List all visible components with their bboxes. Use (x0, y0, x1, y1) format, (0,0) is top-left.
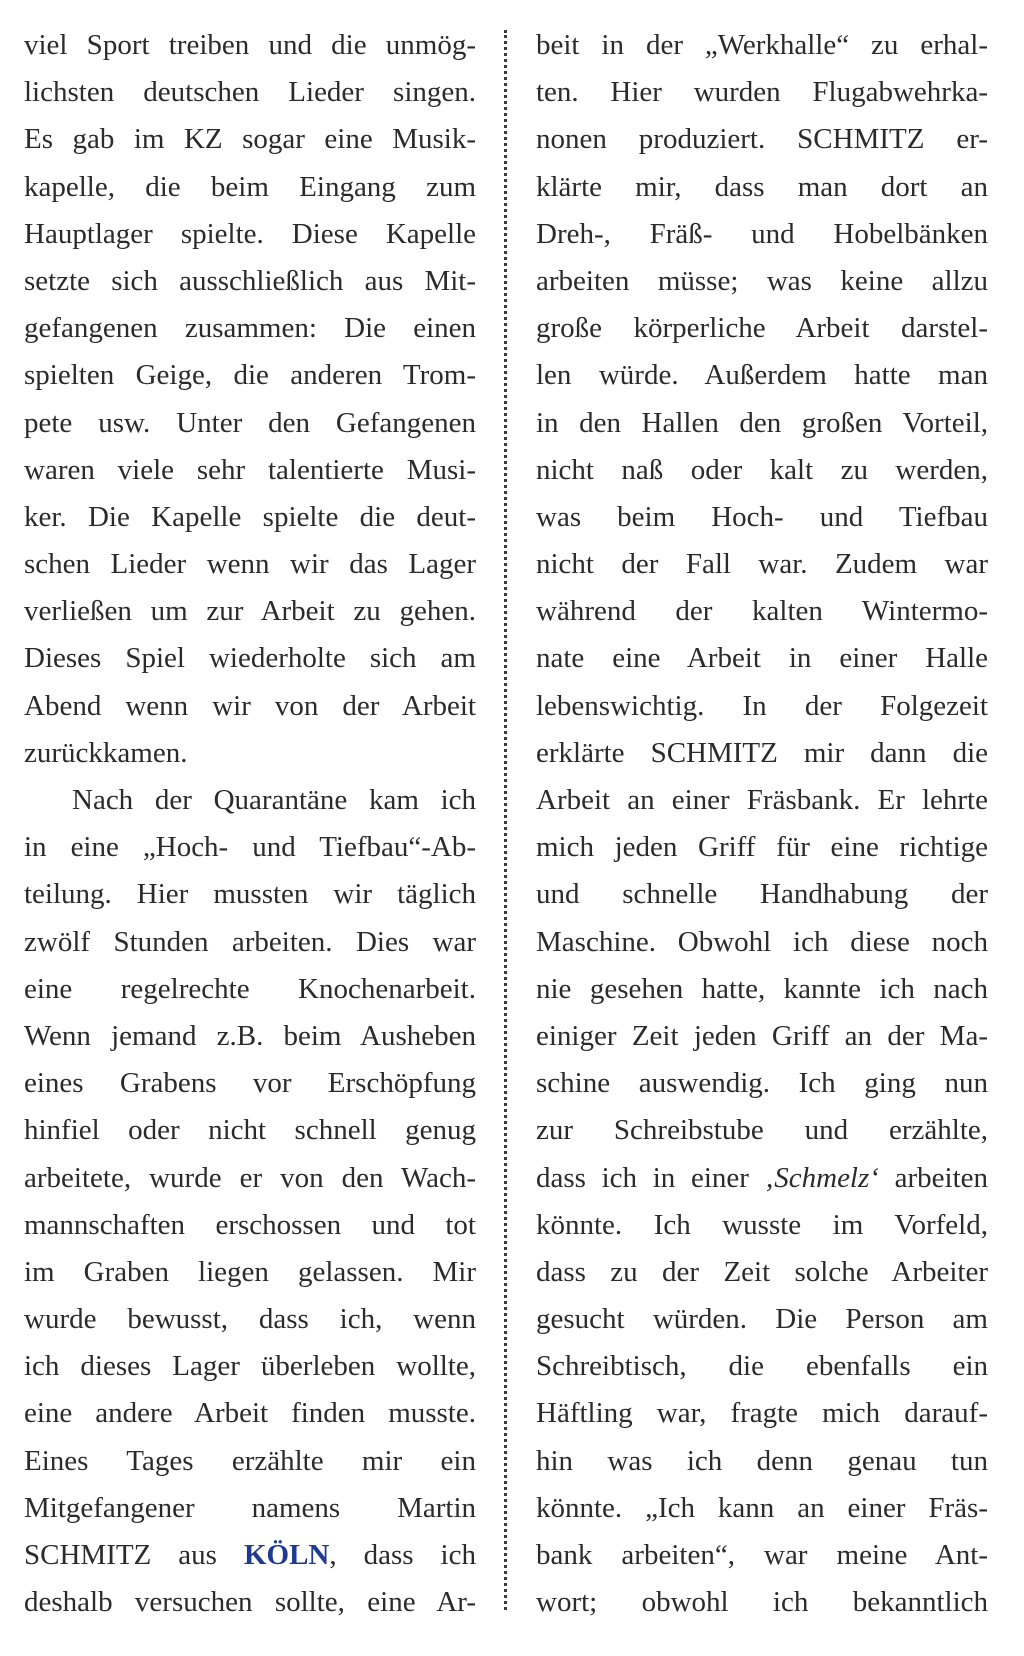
text-line: nie gesehen hatte, kannte ich nach (536, 972, 988, 1005)
text-line: nate eine Arbeit in einer Halle (536, 642, 988, 675)
text-line: Dreh-, Fräß- und Hobelbänken (536, 217, 988, 250)
text-line: könnte. Ich wusste im Vorfeld, (536, 1208, 988, 1241)
text-line: wurde bewusst, dass ich, wenn (24, 1303, 476, 1336)
text-line: eine regelrechte Knochenarbeit. (24, 972, 476, 1005)
text-line: zur Schreibstube und erzählte, (536, 1114, 988, 1147)
text-line: arbeitete, wurde er von den Wach- (24, 1161, 476, 1194)
text-line: hinfiel oder nicht schnell genug (24, 1114, 476, 1147)
text-line: mich jeden Griff für eine richtige (536, 831, 988, 864)
text-line: Mitgefangener namens Martin (24, 1491, 476, 1524)
column-divider (504, 30, 507, 1610)
text-line: Häftling war, fragte mich darauf- (536, 1397, 988, 1430)
text-line: setzte sich ausschließlich aus Mit- (24, 264, 476, 297)
text-line: eine andere Arbeit finden musste. (24, 1397, 476, 1430)
text-line: könnte. „Ich kann an einer Fräs- (536, 1491, 988, 1524)
text-line: eines Grabens vor Erschöpfung (24, 1067, 476, 1100)
italic-term: ‚Schmelz‘ (764, 1161, 879, 1194)
text-line: zwölf Stunden arbeiten. Dies war (24, 925, 476, 958)
text-line: bank arbeiten“, war meine Ant- (536, 1539, 988, 1571)
text-line: teilung. Hier mussten wir täglich (24, 878, 476, 911)
text-line: spielten Geige, die anderen Trom- (24, 359, 476, 392)
text-line: in den Hallen den großen Vorteil, (536, 406, 988, 439)
text-line: Hauptlager spielte. Diese Kapelle (24, 217, 476, 250)
text-line: Es gab im KZ sogar eine Musik- (24, 123, 476, 156)
text-line: waren viele sehr talentierte Musi- (24, 453, 476, 486)
text-line: hin was ich denn genau tun (536, 1444, 988, 1477)
text-line: kapelle, die beim Eingang zum (24, 170, 476, 203)
text-line: dass zu der Zeit solche Arbeiter (536, 1255, 988, 1288)
text-line: was beim Hoch- und Tiefbau (536, 500, 988, 533)
text-fragment: arbeiten (878, 1161, 988, 1194)
text-line: im Graben liegen gelassen. Mir (24, 1255, 476, 1288)
text-line: mannschaften erschossen und tot (24, 1208, 476, 1241)
right-text-column (536, 22, 988, 1626)
text-line: schen Lieder wenn wir das Lager (24, 548, 476, 581)
text-fragment: dass ich in einer (536, 1161, 765, 1194)
text-line: einiger Zeit jeden Griff an der Ma- (536, 1019, 988, 1052)
left-text-column (24, 22, 476, 1626)
text-line: klärte mir, dass man dort an (536, 170, 988, 203)
text-line: gesucht würden. Die Person am (536, 1303, 988, 1336)
text-line: zurückkamen. (24, 736, 188, 769)
text-line: gefangenen zusammen: Die einen (24, 312, 476, 345)
text-line: len würde. Außerdem hatte man (536, 359, 988, 392)
text-fragment: , dass ich (329, 1539, 476, 1571)
text-line: lichsten deutschen Lieder singen. (24, 76, 476, 109)
text-line: große körperliche Arbeit darstel- (536, 312, 988, 345)
text-line: nicht naß oder kalt zu werden, (536, 453, 988, 486)
text-line: ich dieses Lager überleben wollte, (24, 1350, 476, 1383)
city-name: KÖLN (243, 1539, 330, 1571)
text-line: erklärte SCHMITZ mir dann die (536, 736, 988, 769)
text-line: nicht der Fall war. Zudem war (536, 548, 988, 581)
text-line: ten. Hier wurden Flugabwehrka- (536, 76, 988, 109)
text-line: und schnelle Handhabung der (536, 878, 988, 911)
text-line: verließen um zur Arbeit zu gehen. (24, 595, 476, 628)
text-line: Arbeit an einer Fräsbank. Er lehrte (536, 784, 988, 816)
text-line: arbeiten müsse; was keine allzu (536, 264, 988, 297)
text-line-with-city (24, 1532, 476, 1579)
text-line: in eine „Hoch- und Tiefbau“-Ab- (24, 831, 476, 864)
text-line: lebenswichtig. In der Folgezeit (536, 689, 988, 722)
text-line: beit in der „Werkhalle“ zu erhal- (536, 29, 988, 61)
text-line-with-italic (536, 1155, 988, 1202)
text-line: während der kalten Wintermo- (536, 595, 988, 628)
text-line: Dieses Spiel wiederholte sich am (24, 642, 476, 675)
text-line: deshalb versuchen sollte, eine Ar- (24, 1586, 476, 1619)
text-line: ker. Die Kapelle spielte die deut- (24, 500, 476, 533)
text-line: schine auswendig. Ich ging nun (536, 1067, 988, 1100)
text-line: Schreibtisch, die ebenfalls ein (536, 1350, 988, 1383)
text-line: wort; obwohl ich bekanntlich (536, 1586, 988, 1619)
text-line: pete usw. Unter den Gefangenen (24, 406, 476, 439)
text-line: viel Sport treiben und die unmög- (24, 29, 476, 61)
text-line: Maschine. Obwohl ich diese noch (536, 925, 988, 958)
paragraph-start-line: Nach der Quarantäne kam ich (72, 784, 476, 816)
text-line: Abend wenn wir von der Arbeit (24, 689, 476, 722)
text-line: nonen produziert. SCHMITZ er- (536, 123, 988, 156)
text-line: Wenn jemand z.B. beim Ausheben (24, 1019, 476, 1052)
text-line: Eines Tages erzählte mir ein (24, 1444, 476, 1477)
text-fragment: SCHMITZ aus (24, 1539, 244, 1571)
